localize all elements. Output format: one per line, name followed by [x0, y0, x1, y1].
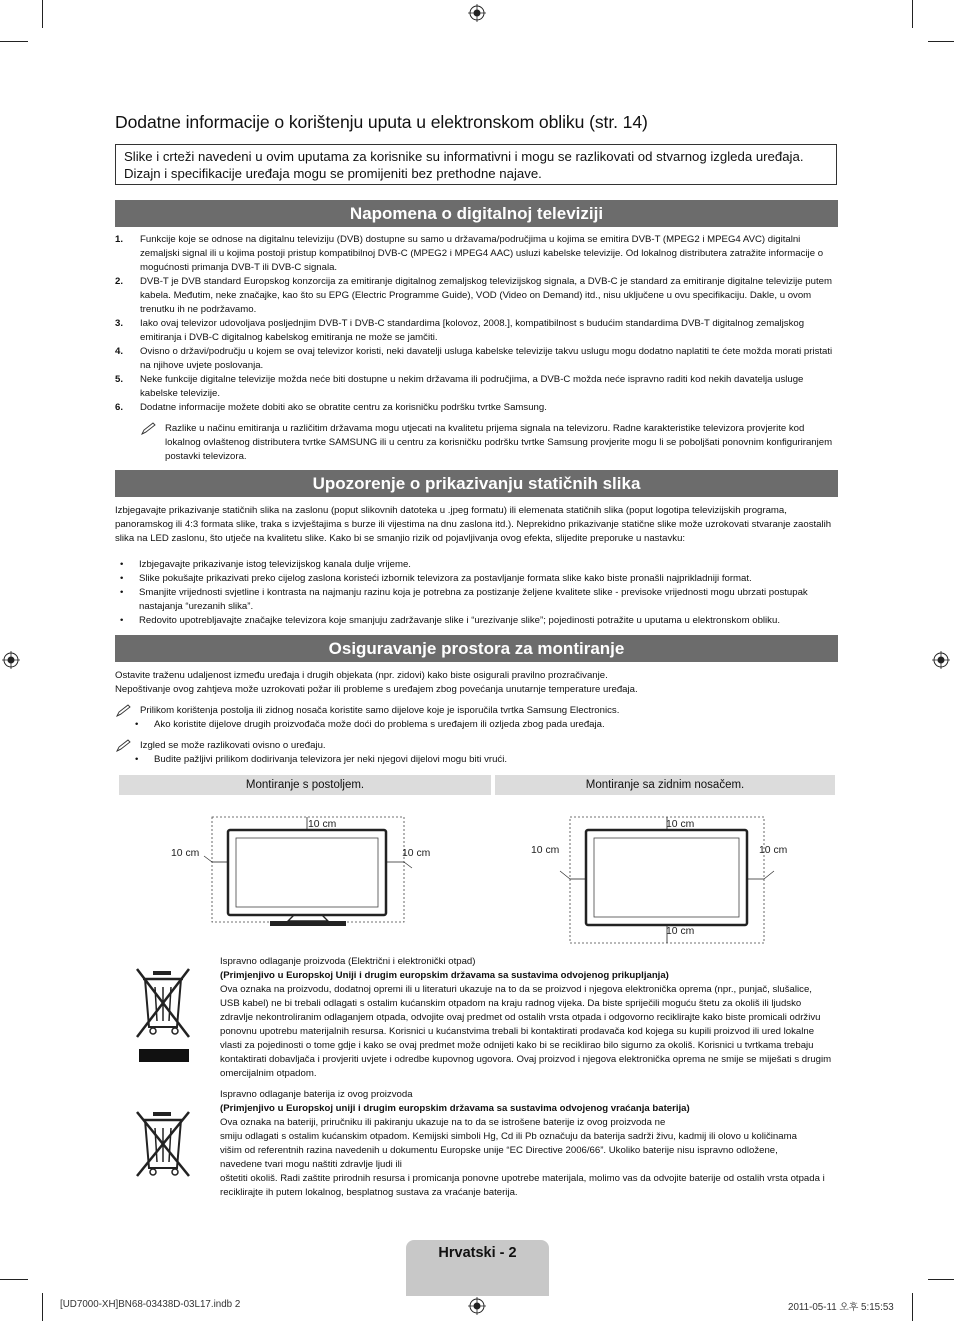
mounting-intro-1: Ostavite traženu udaljenost između uređaja i drugih objekata (npr. zidovi) kako biste osigurali pravilno prozračivanje. — [115, 670, 608, 681]
list-item: 2. DVB-T je DVB standard Europskog konzorcija za emitiranje digitalnog zemaljskog televizijskog signala, a DVB-C je standard za emitiranje digitalne televizije putem kabela. Međutim, neke značajke, kao što su EPG (Electric Programme Guide), VOD (Video on Demand) itd., nisu uključene u ovu specifikaciju. Dakle, u ovom trenutku ih ne podržavamo. — [115, 276, 832, 315]
crop-mark — [42, 1293, 43, 1321]
registration-mark-icon — [932, 651, 950, 669]
page-title: Dodatne informacije o korištenju uputa u elektronskom obliku (str. 14) — [115, 112, 648, 132]
list-item: 3. Iako ovaj televizor udovoljava posljednjim DVB-T i DVB-C standardima [kolovoz, 2008.], kompatibilnost s budućim standardima DVB-T digitalnog zemaljskog emitiranja i DVB-C digitalnog kabelskog emitiranja ne može se jamčiti. — [115, 318, 805, 343]
list-item: • Slike pokušajte prikazivati preko cijelog zaslona koristeći izbornik televizora za postavljanje formata slike kako biste pronašli najprikladniji format. — [115, 572, 839, 586]
dimension-label: 10 cm — [531, 845, 560, 856]
pencil-note-icon — [140, 422, 160, 436]
dimension-label: 10 cm — [759, 845, 788, 856]
battery-title: Ispravno odlaganje baterija iz ovog proizvoda — [220, 1089, 413, 1100]
dimension-label: 10 cm — [308, 819, 337, 830]
mounting-intro-2: Nepoštivanje ovog zahtjeva može uzrokovati požar ili probleme s uređajem zbog povećanja unutarnje temperature uređaja. — [115, 684, 638, 695]
section-heading-static-images: Upozorenje o prikazivanju statičnih slika — [115, 470, 838, 497]
registration-mark-icon — [468, 1297, 486, 1315]
weee-bin-icon — [133, 965, 193, 1065]
list-item: 6. Dodatne informacije možete dobiti ako se obratite centru za korisničku podršku tvrtke Samsung. — [115, 402, 547, 413]
list-item: • Smanjite vrijednosti svjetline i kontrasta na najmanju razinu koja je potrebna za postizanje željene kvalitete slike - previsoke vrijednosti mogu ubrzati postupak nastajanja “urezanih slika”. — [115, 586, 839, 614]
battery-bin-icon — [133, 1110, 193, 1180]
column-header-stand: Montiranje s postoljem. — [119, 775, 491, 795]
memo-note: Razlike u načinu emitiranja u različitim državama mogu utjecati na kvalitetu prijema signala na televizoru. Radne karakteristike televizora provjerite kod lokalnog ovlaštenog distributera tvrtke SAMSUNG ili u centru za korisničku podršku tvrtke Samsung provjerite mogu li se poboljšati ponovnim konfiguriranjem postavki televizora. — [140, 422, 840, 464]
crop-mark — [42, 0, 43, 28]
list-item: • Redovito upotrebljavajte značajke televizora koje smanjuju zadržavanje slike i “urezivanje slike”; pojedinosti potražite u uputama u elektronskom obliku. — [115, 614, 839, 628]
crop-mark — [928, 41, 954, 42]
dimension-label: 10 cm — [666, 926, 695, 937]
battery-body-1: Ova oznaka na bateriji, priručniku ili pakiranju ukazuje na to da se istrošene baterije iz ovog proizvoda ne — [220, 1117, 666, 1128]
pencil-note-icon — [115, 739, 135, 753]
section-heading-digital-tv: Napomena o digitalnoj televiziji — [115, 200, 838, 227]
battery-body-2: smiju odlagati s ostalim kućanskim otpadom. Kemijski simboli Hg, Cd ili Pb označuju da baterija sadrži živu, kadmij ili olovo u količinama višim od referentnih razina navedenih u dokumentu Europske unije “EC Directive 2006/66”. Ukoliko baterije nisu ispravno odložene, navedene tvari mogu naštiti zdravlje ljudi ili — [220, 1131, 797, 1170]
crop-mark — [0, 1279, 28, 1280]
crop-mark — [0, 41, 28, 42]
note-box: Slike i crteži navedeni u ovim uputama za korisnike su informativni i mogu se razlikovati od stvarnog izgleda uređaja. Dizajn i specifikacije uređaja mogu se promijeniti bez prethodne najave. — [115, 144, 837, 185]
registration-mark-icon — [2, 651, 20, 669]
crop-mark — [912, 0, 913, 28]
column-header-wall: Montiranje sa zidnim nosačem. — [495, 775, 835, 795]
dimension-label: 10 cm — [171, 848, 200, 859]
print-slug-file: [UD7000-XH]BN68-03438D-03L17.indb 2 — [60, 1299, 241, 1310]
battery-body-3: oštetiti okoliš. Radi zaštite prirodnih resursa i promicanja ponovne upotrebe materijala, molimo vas da odvojite baterije od ostalih vrsta otpada i reciklirajte ih putem lokalnog, besplatnog sustava za vraćanje baterija. — [220, 1173, 825, 1198]
crop-mark — [912, 1293, 913, 1321]
dimension-label: 10 cm — [666, 819, 695, 830]
dvb-list — [115, 233, 839, 415]
section-heading-mounting-space: Osiguravanje prostora za montiranje — [115, 635, 838, 662]
weee-title: Ispravno odlaganje proizvoda (Električni i elektronički otpad) — [220, 956, 476, 967]
pencil-note-icon — [115, 704, 135, 718]
memo-note: Prilikom korištenja postolja ili zidnog nosača koristite samo dijelove koje je isporučila tvrtka Samsung Electronics. • Ako koristite dijelove drugih proizvođača može doći do problema s uređajem ili ozljeda zbog pada uređaja. — [115, 704, 839, 732]
battery-subtitle: (Primjenjivo u Europskoj uniji i drugim europskim državama sa sustavima odvojenog vraćanja baterija) — [220, 1103, 690, 1114]
page-number: Hrvatski - 2 — [438, 1245, 517, 1261]
memo-note: Izgled se može razlikovati ovisno o uređaju. • Budite pažljivi prilikom dodirivanja televizora jer neki njegovi dijelovi mogu biti vrući. — [115, 739, 839, 767]
weee-body: Ova oznaka na proizvodu, dodatnoj opremi ili u literaturi ukazuje na to da se proizvod i njegova elektronička oprema (npr., punjač, slušalice, USB kabel) ne bi trebali odlagati s ostalim kućanskim otpadom na kraju radnog vijeka. Da biste spriječili moguću štetu za okoliš ili ljudsko zdravlje nekontroliranim odlaganjem otpada, odvojite ovaj predmet od ostalih vrsta otpada i odgovorno reciklirajte kako biste promicali održivu ponovnu upotrebu materijalnih resursa. Korisnici u kućanstvima trebali bi kontaktirati prodavača kod kojega su kupili proizvod ili ured lokalne vlasti za pojedinosti o tome gdje i kako se ovaj predmet može odnijeti kako bi se reciklirao bilo sigurno za okoliš. Korisnici u tvrtkama trebaju kontaktirati dobavljača i provjeriti uvjete i odredbe kupovnog ugovora. Ovaj proizvod i njegova elektronička oprema ne smije se miješati s drugim omercijalnim otpadom. — [220, 984, 832, 1079]
list-item: 1. Funkcije koje se odnose na digitalnu televiziju (DVB) dostupne su samo u državama/područjima u kojima se emitira DVB-T (MPEG2 i MPEG4 AVC) digitalni zemaljski signal ili u kojima postoji pristup kompatibilnoj DVB-C (MPEG2 i MPEG4 AAC) usluzi kabelske televizije. Od lokalnog distributera zatražite informacije o mogućnosti primanja DVB-T ili DVB-C signala. — [115, 234, 824, 273]
static-images-bullets — [115, 558, 839, 628]
dimension-label: 10 cm — [402, 848, 431, 859]
list-item: 5. Neke funkcije digitalne televizije možda neće biti dostupne u nekim državama ili područjima, a DVB-C možda neće ispravno raditi kod nekih davatelja usluge kabelske televizije. — [115, 374, 804, 399]
list-item: 4. Ovisno o državi/području u kojem se ovaj televizor koristi, neki davatelji usluga kabelske televizije takvu uslugu mogu dodatno naplatiti te ćete možda morati pristati na njihove uvjete poslovanja. — [115, 346, 833, 371]
print-slug-date: 2011-05-11 오후 5:15:53 — [788, 1302, 894, 1313]
crop-mark — [928, 1279, 954, 1280]
weee-subtitle: (Primjenjivo u Europskoj Uniji i drugim europskim državama sa sustavima odvojenog prikupljanja) — [220, 970, 669, 981]
static-images-intro: Izbjegavajte prikazivanje statičnih slika na zaslonu (poput slikovnih datoteka u .jpeg formatu) ili elemenata statičnih slika (poput logotipa televizijskih programa, panoramskog ili 4:3 formata slike, traka s izvještajima s burze ili vijestima na dnu zaslona itd.). Neprekidno prikazivanje statične slike može uzrokovati stvaranje zaostalih slika na LED zaslonu, što utječe na kvalitetu slike. Kako bi se smanjio rizik od pojavljivanja ovog efekta, slijedite preporuke u nastavku: — [115, 505, 832, 544]
registration-mark-icon — [468, 4, 486, 22]
list-item: • Izbjegavajte prikazivanje istog televizijskog kanala dulje vrijeme. — [115, 558, 839, 572]
